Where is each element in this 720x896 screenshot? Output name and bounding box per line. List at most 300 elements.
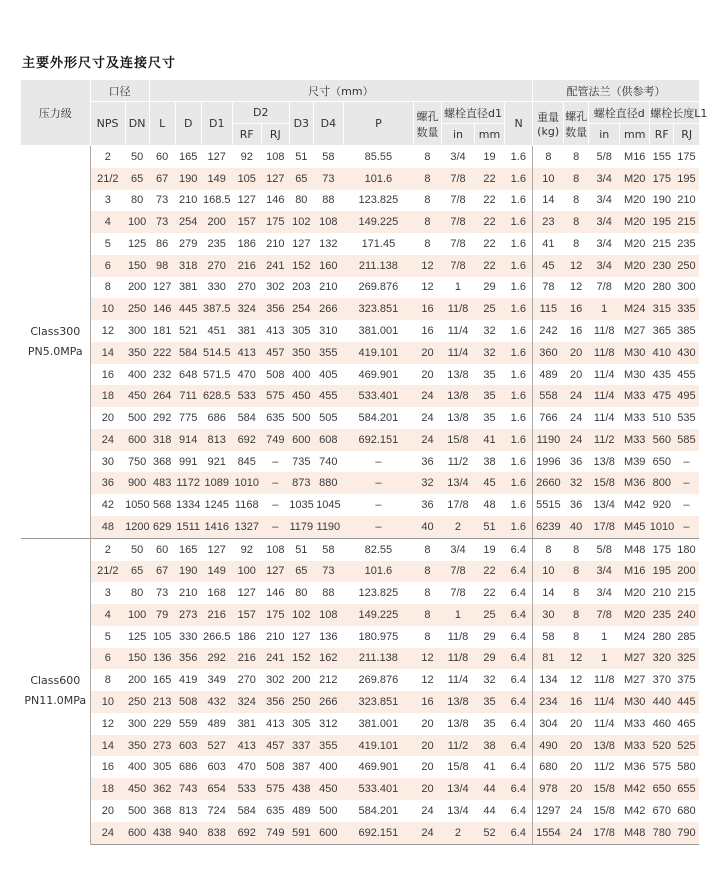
cell-d2-rj: 356 bbox=[261, 298, 289, 320]
cell-p: 85.55 bbox=[364, 150, 393, 163]
table-row bbox=[21, 626, 699, 648]
cell-weight: 360 bbox=[533, 342, 564, 364]
cell-d1: 921 bbox=[207, 455, 226, 468]
cell-flange-bolt-mm: M48 bbox=[620, 538, 650, 560]
cell-flange-rf: 195 bbox=[650, 561, 674, 583]
cell-d1: 603 bbox=[207, 761, 226, 774]
cell-d3: 489 bbox=[292, 804, 311, 817]
cell-flange-rj: 455 bbox=[677, 368, 696, 381]
cell-flange-rf: 575 bbox=[652, 761, 671, 774]
cell-flange-rf: 320 bbox=[650, 648, 674, 670]
cell-flange-bolt-mm: M16 bbox=[624, 150, 646, 163]
header-d2: D2 bbox=[232, 102, 289, 124]
cell-bolt-in: 13/8 bbox=[441, 691, 474, 713]
cell-flange-bolt-in: 7/8 bbox=[596, 281, 612, 294]
cell-nps: 3 bbox=[104, 587, 111, 600]
cell-flange-bolt-holes: 32 bbox=[564, 472, 589, 494]
cell-flange-rf: 650 bbox=[652, 455, 671, 468]
cell-d1: 292 bbox=[201, 648, 232, 670]
cell-bolt-in: 7/8 bbox=[441, 211, 474, 233]
cell-d4: 400 bbox=[319, 761, 338, 774]
cell-p: 101.6 bbox=[343, 561, 413, 583]
cell-dn: 500 bbox=[127, 804, 147, 817]
cell-nps: 4 bbox=[90, 604, 125, 626]
cell-dn: 600 bbox=[125, 822, 149, 844]
cell-n: 6.4 bbox=[505, 648, 533, 670]
header-flange-rj: RJ bbox=[674, 124, 699, 146]
cell-d2-rf: 533 bbox=[232, 778, 261, 800]
cell-bolt-in: 13/8 bbox=[447, 717, 469, 730]
cell-weight: 766 bbox=[533, 407, 564, 429]
cell-bolt-holes: 8 bbox=[413, 604, 441, 626]
cell-d2-rj: 635 bbox=[266, 804, 285, 817]
cell-l: 368 bbox=[152, 804, 172, 817]
cell-d1: 266.5 bbox=[202, 630, 231, 643]
cell-n: 1.6 bbox=[505, 342, 533, 364]
cell-d2-rj: 302 bbox=[266, 281, 285, 294]
cell-bolt-mm: 38 bbox=[475, 735, 505, 757]
cell-d2-rf: 845 bbox=[237, 455, 256, 468]
cell-bolt-in: 13/8 bbox=[441, 385, 474, 407]
cell-bolt-holes: 20 bbox=[413, 778, 441, 800]
cell-bolt-holes: 8 bbox=[424, 630, 431, 643]
cell-p: 692.151 bbox=[343, 822, 413, 844]
cell-flange-rf: 520 bbox=[650, 735, 674, 757]
header-flange-bolt-in: in bbox=[589, 124, 620, 146]
cell-dn: 900 bbox=[125, 472, 149, 494]
cell-d: 445 bbox=[175, 298, 201, 320]
cell-d2-rf: 381 bbox=[237, 325, 256, 337]
cell-flange-bolt-mm: M42 bbox=[620, 778, 650, 800]
cell-flange-bolt-in: 13/4 bbox=[593, 499, 615, 512]
cell-bolt-holes: 12 bbox=[413, 648, 441, 670]
cell-flange-rj: 465 bbox=[677, 717, 696, 730]
cell-d1: 432 bbox=[201, 691, 232, 713]
cell-flange-bolt-holes: 16 bbox=[564, 298, 589, 320]
cell-flange-bolt-in: 11/4 bbox=[593, 412, 615, 425]
cell-n: 6.4 bbox=[510, 761, 526, 774]
cell-weight: 490 bbox=[533, 735, 564, 757]
cell-n: 1.6 bbox=[510, 499, 526, 512]
cell-d4: 266 bbox=[313, 298, 343, 320]
page-title: 主要外形尺寸及连接尺寸 bbox=[22, 56, 177, 71]
cell-p: 149.225 bbox=[343, 604, 413, 626]
cell-l: 292 bbox=[152, 412, 172, 425]
cell-p: 323.851 bbox=[343, 298, 413, 320]
cell-flange-rj: – bbox=[674, 516, 699, 538]
cell-nps: 14 bbox=[90, 735, 125, 757]
table-row bbox=[21, 277, 699, 299]
cell-nps: 10 bbox=[90, 691, 125, 713]
cell-flange-bolt-holes: 20 bbox=[570, 761, 583, 774]
cell-p: 584.201 bbox=[358, 412, 399, 425]
cell-d2-rj: 241 bbox=[261, 648, 289, 670]
header-bolt-in: in bbox=[441, 124, 474, 146]
cell-flange-bolt-mm: M20 bbox=[624, 237, 646, 250]
cell-flange-bolt-mm: M20 bbox=[620, 168, 650, 190]
header-flange-bolt-length: 螺栓长度L1 bbox=[650, 102, 699, 124]
cell-flange-bolt-holes: 20 bbox=[564, 778, 589, 800]
header-bolt-mm: mm bbox=[475, 124, 505, 146]
cell-bolt-mm: 22 bbox=[483, 237, 496, 250]
cell-d: 1511 bbox=[175, 516, 201, 538]
cell-d2-rj: 302 bbox=[266, 674, 285, 687]
cell-d4: 450 bbox=[313, 778, 343, 800]
cell-d3: 127 bbox=[292, 630, 311, 643]
cell-nps: 14 bbox=[90, 342, 125, 364]
cell-d4: 455 bbox=[313, 385, 343, 407]
header-dimensions: 尺寸（mm） bbox=[149, 80, 532, 102]
cell-flange-bolt-in: 11/4 bbox=[589, 385, 620, 407]
cell-d2-rf: 470 bbox=[237, 761, 256, 774]
cell-d2-rf: 92 bbox=[240, 150, 253, 163]
cell-d: 584 bbox=[175, 342, 201, 364]
cell-p: 171.45 bbox=[361, 237, 396, 250]
header-d1: D1 bbox=[201, 102, 232, 146]
cell-d3: 735 bbox=[292, 455, 311, 468]
cell-flange-bolt-mm: M16 bbox=[620, 561, 650, 583]
cell-nps: 20 bbox=[101, 804, 114, 817]
cell-d3: 1179 bbox=[289, 516, 313, 538]
cell-flange-bolt-holes: 12 bbox=[564, 255, 589, 277]
cell-flange-bolt-in: 1 bbox=[601, 630, 608, 643]
table-row bbox=[21, 713, 699, 735]
cell-d: 381 bbox=[179, 281, 198, 294]
cell-d: 521 bbox=[179, 325, 198, 337]
cell-d3: 438 bbox=[289, 778, 313, 800]
cell-p: 419.101 bbox=[343, 342, 413, 364]
header-pressure: 压力级 bbox=[21, 80, 90, 146]
cell-flange-bolt-holes: 24 bbox=[564, 385, 589, 407]
cell-nps: 48 bbox=[90, 516, 125, 538]
cell-flange-rf: 315 bbox=[650, 298, 674, 320]
cell-d1: 514.5 bbox=[201, 342, 232, 364]
cell-flange-bolt-holes: 24 bbox=[564, 429, 589, 451]
cell-d1: 628.5 bbox=[201, 385, 232, 407]
cell-nps: 6 bbox=[90, 648, 125, 670]
cell-bolt-mm: 35 bbox=[483, 412, 496, 425]
cell-p: 381.001 bbox=[358, 325, 399, 337]
cell-bolt-in: 3/4 bbox=[450, 150, 466, 163]
cell-d: 603 bbox=[175, 735, 201, 757]
cell-flange-bolt-in: 11/8 bbox=[593, 325, 615, 337]
cell-flange-bolt-in: 11/2 bbox=[589, 429, 620, 451]
cell-bolt-holes: 36 bbox=[421, 499, 434, 512]
cell-d3: 65 bbox=[289, 561, 313, 583]
cell-d4: 132 bbox=[319, 237, 338, 250]
table-row bbox=[21, 516, 699, 538]
cell-bolt-in: 7/8 bbox=[450, 194, 466, 207]
cell-d2-rf: 1010 bbox=[232, 472, 261, 494]
cell-flange-rf: 800 bbox=[650, 472, 674, 494]
cell-d4: 162 bbox=[313, 648, 343, 670]
cell-d1: 149 bbox=[201, 561, 232, 583]
cell-bolt-holes: 8 bbox=[424, 150, 431, 163]
cell-d4: 58 bbox=[313, 538, 343, 560]
cell-nps: 16 bbox=[101, 368, 114, 381]
cell-d2-rf: 127 bbox=[237, 194, 256, 207]
table-row bbox=[21, 735, 699, 757]
cell-d: 813 bbox=[179, 804, 198, 817]
cell-weight: 8 bbox=[533, 146, 564, 168]
cell-bolt-holes: 24 bbox=[413, 385, 441, 407]
cell-weight: 680 bbox=[533, 756, 564, 778]
cell-d2-rj: – bbox=[261, 516, 289, 538]
cell-flange-bolt-holes: 8 bbox=[573, 587, 580, 600]
cell-l: 629 bbox=[149, 516, 175, 538]
cell-weight: 30 bbox=[533, 604, 564, 626]
cell-d4: 880 bbox=[313, 472, 343, 494]
cell-nps: 36 bbox=[90, 472, 125, 494]
cell-bolt-holes: 20 bbox=[413, 342, 441, 364]
cell-d3: 203 bbox=[292, 281, 311, 294]
cell-d2-rf: 105 bbox=[232, 168, 261, 190]
cell-d: 279 bbox=[179, 237, 198, 250]
cell-l: 98 bbox=[149, 255, 175, 277]
cell-bolt-in: 3/4 bbox=[441, 538, 474, 560]
cell-bolt-mm: 29 bbox=[483, 281, 496, 294]
cell-d4: 108 bbox=[313, 211, 343, 233]
cell-d2-rf: 100 bbox=[232, 561, 261, 583]
cell-bolt-in: 11/4 bbox=[447, 325, 469, 337]
cell-n: 1.6 bbox=[510, 412, 526, 425]
cell-weight: 78 bbox=[533, 277, 564, 299]
cell-l: 273 bbox=[149, 735, 175, 757]
cell-dn: 150 bbox=[125, 255, 149, 277]
header-flange-bolt-mm: mm bbox=[620, 124, 650, 146]
table-row bbox=[21, 538, 699, 560]
cell-flange-bolt-mm: M20 bbox=[620, 255, 650, 277]
cell-d4: 355 bbox=[313, 342, 343, 364]
cell-flange-bolt-mm: M27 bbox=[624, 674, 646, 687]
cell-d4: 1190 bbox=[313, 516, 343, 538]
cell-p: 82.55 bbox=[343, 538, 413, 560]
cell-l: 127 bbox=[152, 281, 172, 294]
cell-bolt-in: 13/8 bbox=[447, 368, 469, 381]
cell-d2-rj: 210 bbox=[266, 237, 285, 250]
cell-flange-rj: – bbox=[683, 499, 690, 512]
cell-n: 6.4 bbox=[510, 804, 526, 817]
cell-dn: 125 bbox=[127, 237, 147, 250]
cell-bolt-mm: 35 bbox=[483, 717, 496, 730]
cell-d3: 152 bbox=[289, 648, 313, 670]
cell-d3: 450 bbox=[289, 385, 313, 407]
cell-d: 165 bbox=[179, 150, 198, 163]
table-row bbox=[21, 561, 699, 583]
cell-flange-bolt-in: 17/8 bbox=[589, 516, 620, 538]
cell-nps: 18 bbox=[90, 778, 125, 800]
cell-dn: 50 bbox=[131, 150, 144, 163]
cell-bolt-holes: 32 bbox=[413, 472, 441, 494]
header-d: D bbox=[175, 102, 201, 146]
cell-dn: 100 bbox=[125, 604, 149, 626]
cell-d: 356 bbox=[175, 648, 201, 670]
cell-d2-rf: 186 bbox=[237, 630, 256, 643]
cell-flange-bolt-mm: M24 bbox=[620, 298, 650, 320]
cell-weight: 10 bbox=[533, 561, 564, 583]
cell-flange-rj: 385 bbox=[677, 325, 696, 337]
cell-d2-rf: 157 bbox=[232, 211, 261, 233]
cell-d2-rf: 92 bbox=[232, 538, 261, 560]
cell-weight: 134 bbox=[533, 669, 564, 691]
cell-d4: 600 bbox=[313, 822, 343, 844]
cell-n: 6.4 bbox=[505, 822, 533, 844]
cell-weight: 304 bbox=[533, 713, 564, 735]
cell-flange-rf: 280 bbox=[652, 281, 671, 294]
cell-nps: 5 bbox=[104, 237, 111, 250]
pressure-rating: PN5.0MPa bbox=[27, 344, 83, 358]
cell-d3: 873 bbox=[289, 472, 313, 494]
cell-nps: 20 bbox=[101, 412, 114, 425]
table-row bbox=[21, 429, 699, 451]
cell-bolt-mm: 44 bbox=[483, 804, 496, 817]
cell-d2-rj: 575 bbox=[261, 778, 289, 800]
cell-d4: 108 bbox=[313, 604, 343, 626]
cell-d1: 349 bbox=[207, 674, 226, 687]
cell-flange-rj: 195 bbox=[674, 168, 699, 190]
header-p: P bbox=[343, 102, 413, 146]
cell-bolt-mm: 29 bbox=[483, 630, 496, 643]
cell-bolt-holes: 8 bbox=[413, 538, 441, 560]
cell-bolt-holes: 8 bbox=[413, 211, 441, 233]
cell-bolt-mm: 35 bbox=[475, 385, 505, 407]
cell-bolt-holes: 16 bbox=[413, 691, 441, 713]
cell-dn: 350 bbox=[125, 735, 149, 757]
cell-bolt-mm: 35 bbox=[475, 691, 505, 713]
cell-flange-rj: 285 bbox=[677, 630, 696, 643]
cell-weight: 41 bbox=[533, 233, 564, 255]
cell-d3: 337 bbox=[289, 735, 313, 757]
cell-flange-rj: 680 bbox=[677, 804, 696, 817]
cell-dn: 750 bbox=[127, 455, 147, 468]
cell-bolt-in: 2 bbox=[441, 516, 474, 538]
cell-l: 165 bbox=[152, 674, 172, 687]
cell-flange-bolt-holes: 8 bbox=[564, 211, 589, 233]
cell-d3: 600 bbox=[289, 429, 313, 451]
cell-flange-rf: 780 bbox=[650, 822, 674, 844]
cell-flange-rf: 210 bbox=[652, 587, 671, 600]
cell-n: 1.6 bbox=[505, 255, 533, 277]
cell-d2-rf: 216 bbox=[232, 255, 261, 277]
cell-n: 6.4 bbox=[510, 717, 526, 730]
table-row bbox=[21, 451, 699, 473]
cell-l: 79 bbox=[149, 604, 175, 626]
cell-flange-bolt-in: 1 bbox=[589, 648, 620, 670]
cell-nps: 21/2 bbox=[90, 168, 125, 190]
cell-weight: 23 bbox=[533, 211, 564, 233]
cell-l: 86 bbox=[156, 237, 169, 250]
cell-flange-bolt-mm: M36 bbox=[620, 472, 650, 494]
cell-bolt-in: 11/2 bbox=[447, 455, 469, 468]
cell-bolt-in: 13/4 bbox=[447, 804, 469, 817]
cell-nps: 12 bbox=[101, 325, 114, 337]
dimension-table bbox=[21, 80, 708, 845]
cell-n: 1.6 bbox=[505, 429, 533, 451]
cell-flange-bolt-mm: M27 bbox=[620, 648, 650, 670]
header-flange-bolt-diameter: 螺栓直径d bbox=[589, 102, 650, 124]
cell-d4: 160 bbox=[313, 255, 343, 277]
header-bore: 口径 bbox=[90, 80, 149, 102]
cell-d: 559 bbox=[179, 717, 198, 730]
table-row bbox=[21, 233, 699, 255]
cell-d1: 270 bbox=[201, 255, 232, 277]
cell-dn: 450 bbox=[125, 778, 149, 800]
cell-flange-rj: 375 bbox=[677, 674, 696, 687]
cell-n: 6.4 bbox=[510, 630, 526, 643]
cell-flange-bolt-holes: 8 bbox=[564, 538, 589, 560]
cell-n: 1.6 bbox=[510, 150, 526, 163]
cell-flange-rf: 155 bbox=[652, 150, 671, 163]
cell-bolt-holes: 8 bbox=[424, 194, 431, 207]
cell-dn: 200 bbox=[127, 674, 147, 687]
cell-flange-bolt-mm: M27 bbox=[624, 325, 646, 337]
table-row bbox=[21, 669, 699, 691]
cell-p: – bbox=[375, 455, 382, 468]
cell-l: 483 bbox=[149, 472, 175, 494]
cell-l: 213 bbox=[149, 691, 175, 713]
cell-dn: 1050 bbox=[125, 499, 150, 512]
cell-n: 1.6 bbox=[505, 211, 533, 233]
cell-flange-bolt-in: 3/4 bbox=[589, 255, 620, 277]
cell-d1: 168 bbox=[207, 587, 226, 600]
cell-d1: 216 bbox=[201, 604, 232, 626]
cell-weight: 1996 bbox=[533, 451, 564, 473]
cell-d3: 65 bbox=[289, 168, 313, 190]
cell-flange-rj: 655 bbox=[674, 778, 699, 800]
cell-flange-bolt-in: 11/4 bbox=[593, 368, 615, 381]
header-flange-bolt-holes-line1: 螺孔 bbox=[565, 109, 588, 123]
table-row bbox=[21, 582, 699, 604]
cell-flange-bolt-holes: 20 bbox=[570, 717, 583, 730]
cell-d: 508 bbox=[175, 691, 201, 713]
cell-n: 1.6 bbox=[510, 368, 526, 381]
cell-bolt-mm: 22 bbox=[483, 587, 496, 600]
cell-nps: 8 bbox=[104, 674, 111, 687]
cell-d2-rf: 186 bbox=[237, 237, 256, 250]
cell-flange-bolt-in: 11/4 bbox=[589, 691, 620, 713]
cell-flange-bolt-mm: M24 bbox=[624, 630, 646, 643]
cell-bolt-mm: 25 bbox=[475, 604, 505, 626]
cell-bolt-holes: 8 bbox=[424, 237, 431, 250]
table-row bbox=[21, 648, 699, 670]
cell-dn: 50 bbox=[125, 538, 149, 560]
cell-weight: 1190 bbox=[533, 429, 564, 451]
cell-p: 269.876 bbox=[358, 674, 399, 687]
table-row bbox=[21, 298, 699, 320]
cell-d: 914 bbox=[175, 429, 201, 451]
cell-flange-rf: 510 bbox=[652, 412, 671, 425]
cell-nps: 42 bbox=[101, 499, 114, 512]
cell-d4: 355 bbox=[313, 735, 343, 757]
cell-d3: 305 bbox=[292, 717, 311, 730]
cell-flange-bolt-holes: 40 bbox=[564, 516, 589, 538]
cell-weight: 81 bbox=[533, 648, 564, 670]
cell-bolt-mm: 29 bbox=[475, 648, 505, 670]
table-row bbox=[21, 190, 699, 212]
cell-n: 1.6 bbox=[505, 516, 533, 538]
cell-flange-bolt-holes: 8 bbox=[573, 237, 580, 250]
cell-d: 190 bbox=[175, 168, 201, 190]
cell-d2-rf: 270 bbox=[237, 281, 256, 294]
cell-flange-bolt-holes: 8 bbox=[564, 561, 589, 583]
cell-flange-rf: 410 bbox=[650, 342, 674, 364]
cell-bolt-mm: 19 bbox=[475, 538, 505, 560]
cell-flange-rj: 215 bbox=[677, 587, 696, 600]
cell-flange-rf: 215 bbox=[652, 237, 671, 250]
cell-d2-rf: 216 bbox=[232, 648, 261, 670]
cell-bolt-holes: 16 bbox=[413, 298, 441, 320]
cell-flange-bolt-mm: M33 bbox=[620, 385, 650, 407]
